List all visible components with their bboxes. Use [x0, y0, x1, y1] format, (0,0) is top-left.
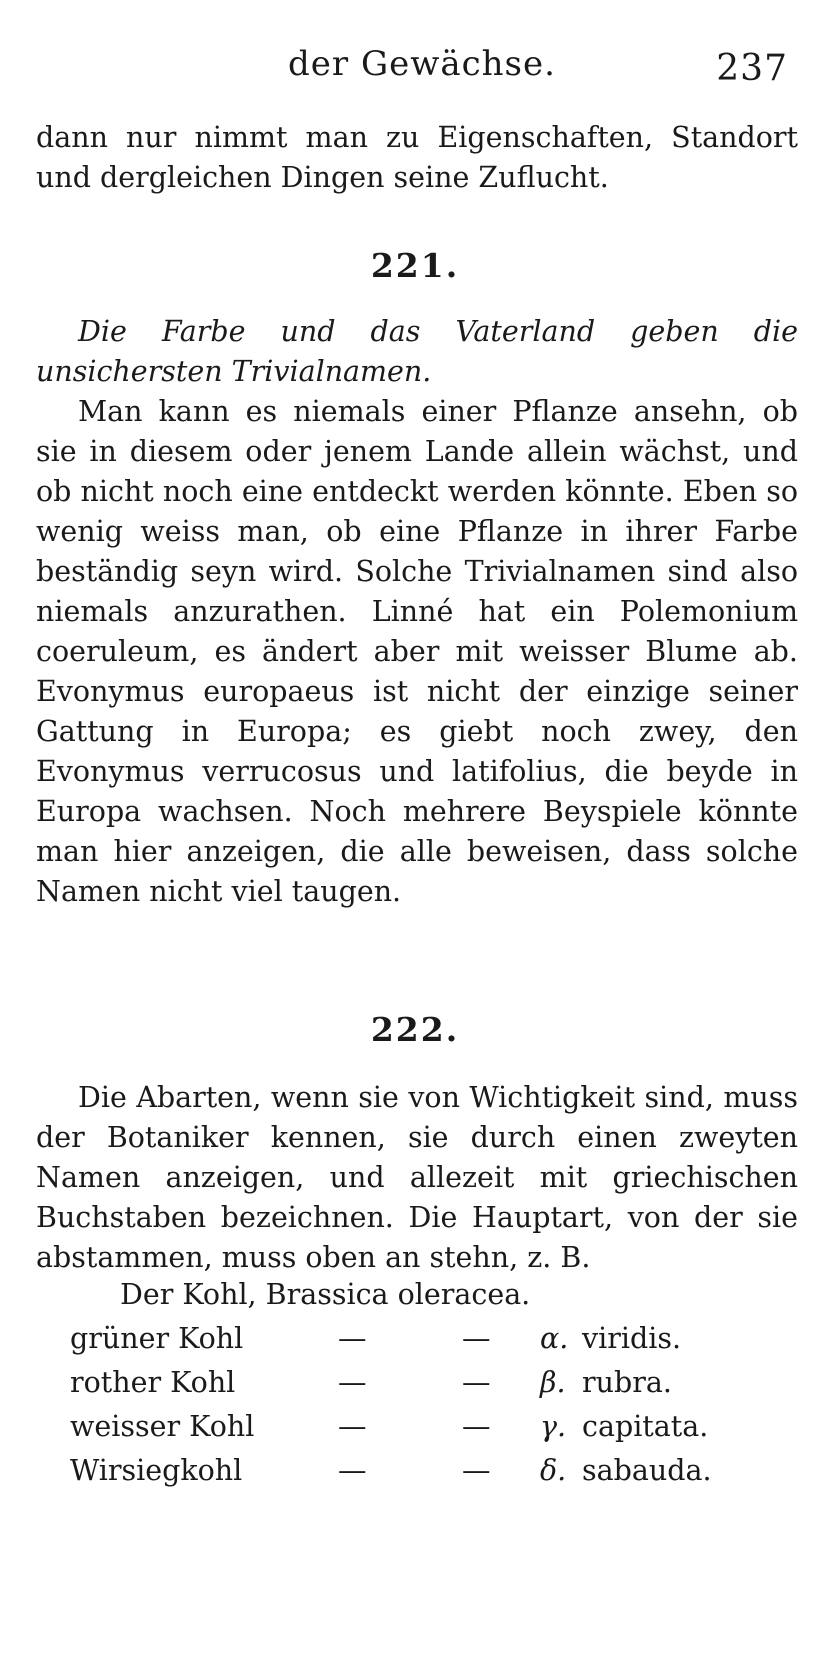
variety-greek-letter: γ.: [540, 1410, 567, 1443]
example-heading: Der Kohl, Brassica oleracea.: [120, 1278, 531, 1311]
variety-name: weisser Kohl: [70, 1410, 255, 1443]
variety-greek-letter: α.: [540, 1322, 569, 1355]
variety-row: [70, 1454, 770, 1498]
section-222-body: Die Abarten, wenn sie von Wichtigkeit sind, muss der Botaniker kennen, sie durch einen zweyten Namen anzeigen, und allezeit mit griechischen Buchstaben bezeichnen. Die Hauptart, von der sie abstammen, muss oben an stehn, z. B.: [36, 1081, 798, 1274]
variety-epithet: viridis.: [582, 1322, 681, 1355]
variety-dash: —: [462, 1322, 491, 1355]
variety-name: rother Kohl: [70, 1366, 236, 1399]
variety-name: grüner Kohl: [70, 1322, 244, 1355]
variety-dash: —: [338, 1322, 367, 1355]
variety-row: [70, 1366, 770, 1410]
variety-name: Wirsiegkohl: [70, 1454, 243, 1487]
section-221-body: Man kann es niemals einer Pflanze ansehn, ob sie in diesem oder jenem Lande allein wächst, und ob nicht noch eine entdeckt werden könnte. Eben so wenig weiss man, ob eine Pflanze in ihrer Farbe beständig seyn wird. Solche Trivialnamen sind also niemals anzurathen. Linné hat ein Polemonium coeruleum, es ändert aber mit weisser Blume ab. Evonymus europaeus ist nicht der einzige seiner Gattung in Europa; es giebt noch zwey, den Evonymus verrucosus und latifolius, die beyde in Europa wachsen. Noch mehrere Beyspiele könnte man hier anzeigen, die alle beweisen, dass solche Namen nicht viel taugen.: [36, 395, 798, 908]
running-title: der Gewächse.: [288, 44, 556, 84]
running-head: [0, 44, 830, 94]
variety-dash: —: [338, 1454, 367, 1487]
section-number-221: 221.: [370, 246, 460, 285]
variety-epithet: sabauda.: [582, 1454, 712, 1487]
page-number: 237: [716, 48, 788, 89]
variety-row: [70, 1322, 770, 1366]
variety-epithet: rubra.: [582, 1366, 672, 1399]
variety-dash: —: [338, 1366, 367, 1399]
variety-dash: —: [338, 1410, 367, 1443]
variety-dash: —: [462, 1454, 491, 1487]
variety-greek-letter: δ.: [540, 1454, 567, 1487]
variety-epithet: capitata.: [582, 1410, 709, 1443]
variety-dash: —: [462, 1410, 491, 1443]
variety-list: [70, 1322, 770, 1498]
variety-greek-letter: β.: [540, 1366, 566, 1399]
section-number-222: 222.: [370, 1010, 460, 1049]
variety-dash: —: [462, 1366, 491, 1399]
section-221-heading: Die Farbe und das Vaterland geben die unsichersten Trivialnamen.: [36, 315, 798, 388]
variety-row: [70, 1410, 770, 1454]
intro-paragraph: dann nur nimmt man zu Eigenschaften, Standort und dergleichen Dingen seine Zuflucht.: [36, 121, 798, 194]
